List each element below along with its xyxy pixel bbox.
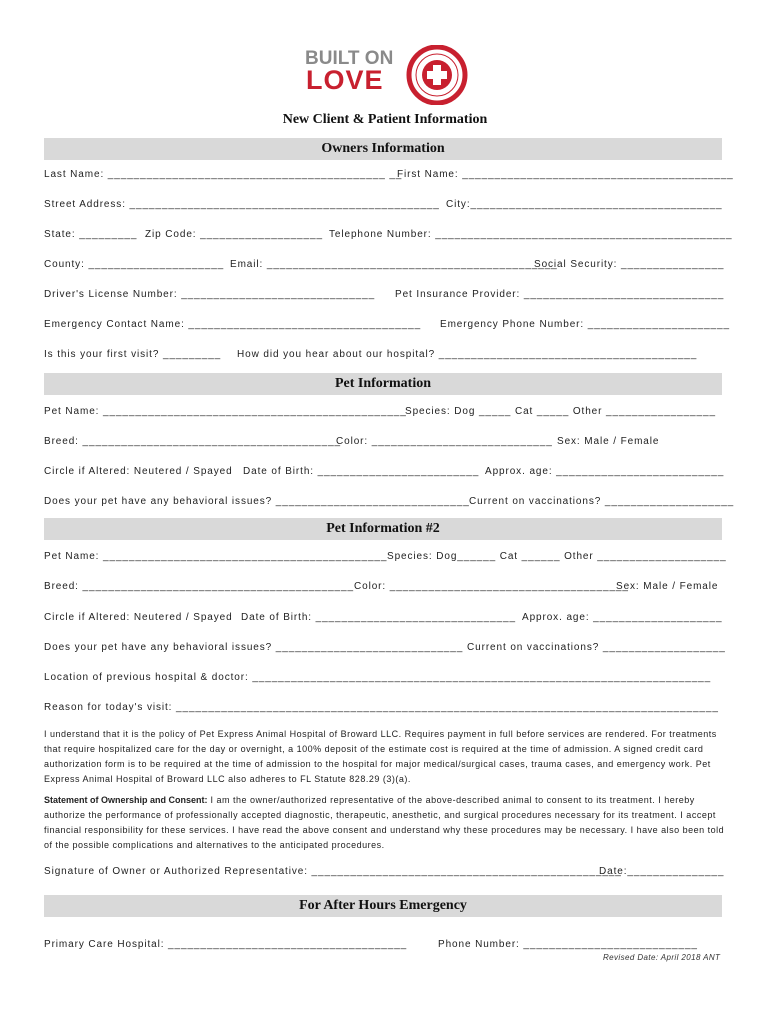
pet1-breed-field[interactable]: Breed: ________________________________________ xyxy=(44,436,342,447)
referral-source-field[interactable]: How did you hear about our hospital? ________________________________________ xyxy=(237,349,698,360)
last-name-field[interactable]: Last Name: ___________________________________________ __ xyxy=(44,169,403,180)
pet2-species-field[interactable]: Species: Dog______ Cat ______ Other ____________________ xyxy=(387,551,727,562)
payment-policy-text: I understand that it is the policy of Pet Express Animal Hospital of Broward LLC. Requires payment in full before services are rendered. For treatments that require hospitalized care for the day or overnight, a 100% deposit of the estimate cost is required at the time of admission. A signed credit card authorization form is to be required at the time of admission to the hospital for major medical/surgical cases, trauma cases, and emergency work. Pet Express Animal Hospital of Broward LLC also adheres to FL Statute 828.29 (3)(a). xyxy=(44,729,717,784)
pet2-section-header: Pet Information #2 xyxy=(44,518,722,540)
street-address-field[interactable]: Street Address: ________________________________________________ xyxy=(44,199,440,210)
revised-date: Revised Date: April 2018 ANT xyxy=(603,953,721,962)
signature-field[interactable]: Signature of Owner or Authorized Representative: ________________________________________________ xyxy=(44,866,622,877)
pet1-vaccinations-field[interactable]: Current on vaccinations? ____________________ xyxy=(469,496,735,507)
logo-line1: BUILT ON xyxy=(305,48,394,69)
emergency-contact-field[interactable]: Emergency Contact Name: ____________________________________ xyxy=(44,319,422,330)
pet1-species-field[interactable]: Species: Dog _____ Cat _____ Other _________________ xyxy=(405,406,716,417)
pet-section-header: Pet Information xyxy=(44,373,722,395)
page-title: New Client & Patient Information xyxy=(282,112,488,127)
primary-care-hospital-field[interactable]: Primary Care Hospital: _____________________________________ xyxy=(44,939,408,950)
email-field[interactable]: Email: _____________________________________________ xyxy=(230,259,558,270)
pet2-behavior-field[interactable]: Does your pet have any behavioral issues? _____________________________ xyxy=(44,642,464,653)
pet1-altered-field[interactable]: Circle if Altered: Neutered / Spayed xyxy=(44,466,233,477)
pet1-name-field[interactable]: Pet Name: _______________________________________________ xyxy=(44,406,407,417)
consent-label: Statement of Ownership and Consent: xyxy=(44,795,208,805)
county-field[interactable]: County: _____________________ xyxy=(44,259,225,270)
pet-express-seal-icon xyxy=(406,45,468,105)
pet1-sex-field[interactable]: Sex: Male / Female xyxy=(557,436,660,447)
zip-code-field[interactable]: Zip Code: ___________________ xyxy=(145,229,323,240)
pet1-behavior-field[interactable]: Does your pet have any behavioral issues? ______________________________ xyxy=(44,496,470,507)
visit-reason-field[interactable]: Reason for today's visit: ____________________________________________________________________________________ xyxy=(44,702,719,713)
city-field[interactable]: City:_______________________________________ xyxy=(446,199,723,210)
pet1-dob-field[interactable]: Date of Birth: _________________________ xyxy=(243,466,480,477)
pet2-altered-field[interactable]: Circle if Altered: Neutered / Spayed xyxy=(44,612,233,623)
pet2-breed-field[interactable]: Breed: __________________________________________ xyxy=(44,581,354,592)
drivers-license-field[interactable]: Driver's License Number: ______________________________ xyxy=(44,289,376,300)
pet-insurance-field[interactable]: Pet Insurance Provider: _______________________________ xyxy=(395,289,725,300)
first-visit-field[interactable]: Is this your first visit? _________ xyxy=(44,349,222,360)
owners-section-header: Owners Information xyxy=(44,138,722,160)
consent-statement xyxy=(44,793,728,853)
pet1-age-field[interactable]: Approx. age: __________________________ xyxy=(485,466,725,477)
after-hours-section-header: For After Hours Emergency xyxy=(44,895,722,917)
telephone-field[interactable]: Telephone Number: ______________________________________________ xyxy=(329,229,733,240)
pet2-name-field[interactable]: Pet Name: ____________________________________________ xyxy=(44,551,388,562)
pet2-dob-field[interactable]: Date of Birth: _______________________________ xyxy=(241,612,516,623)
pet2-age-field[interactable]: Approx. age: ____________________ xyxy=(522,612,723,623)
social-security-field[interactable]: Social Security: ________________ xyxy=(534,259,725,270)
state-field[interactable]: State: _________ xyxy=(44,229,138,240)
emergency-phone-field[interactable]: Emergency Phone Number: ______________________ xyxy=(440,319,730,330)
logo xyxy=(305,45,475,105)
pet2-vaccinations-field[interactable]: Current on vaccinations? ___________________ xyxy=(467,642,726,653)
consent-text: I am the owner/authorized representative of the above-described animal to consent to its treatment. I hereby authorize the performance of professionally accepted diagnostic, therapeutic, anesthetic, and surgical procedures necessary for its treatment. I accept financial responsibility for these services. I have read the above consent and understand why these procedures may be necessary. I have also been told of the possible complications and alternatives to the anticipated procedures. xyxy=(44,795,725,850)
previous-hospital-field[interactable]: Location of previous hospital & doctor: _______________________________________________________________________ xyxy=(44,672,712,683)
first-name-field[interactable]: First Name: __________________________________________ xyxy=(397,169,734,180)
pet1-color-field[interactable]: Color: ____________________________ xyxy=(336,436,553,447)
date-field[interactable]: Date:_______________ xyxy=(599,866,725,877)
logo-line2: LOVE xyxy=(306,65,384,95)
pet2-sex-field[interactable]: Sex: Male / Female xyxy=(616,581,719,592)
after-hours-phone-field[interactable]: Phone Number: ___________________________ xyxy=(438,939,698,950)
pet2-color-field[interactable]: Color: _____________________________________ xyxy=(354,581,629,592)
